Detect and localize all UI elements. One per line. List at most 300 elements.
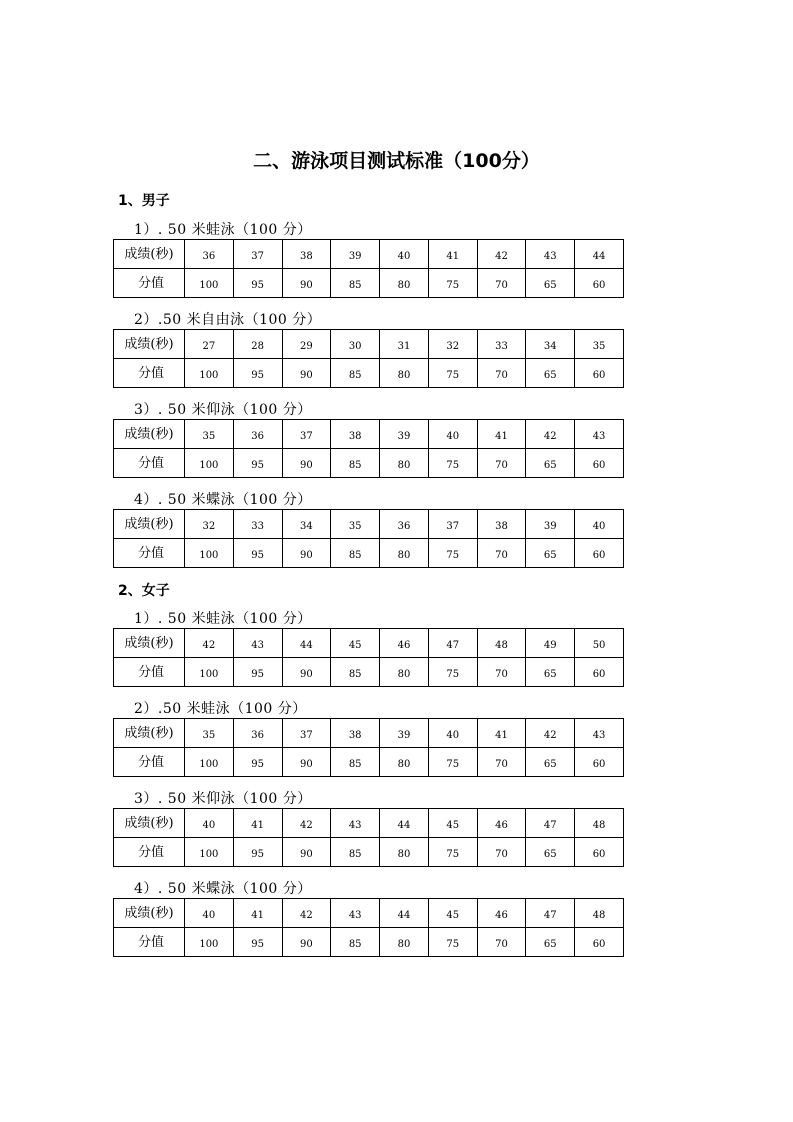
score-value: 85 (348, 668, 362, 680)
time-cell (477, 809, 526, 838)
time-cell (428, 809, 477, 838)
time-cell (428, 629, 477, 658)
score-row (114, 539, 624, 568)
time-value: 40 (397, 250, 411, 262)
time-value: 32 (202, 520, 216, 532)
time-cell (282, 899, 331, 928)
score-row (114, 359, 624, 388)
time-cell (477, 899, 526, 928)
score-cell (575, 359, 624, 388)
score-cell (331, 449, 380, 478)
time-cell (477, 719, 526, 748)
score-value: 65 (543, 549, 557, 561)
time-value: 50 (592, 639, 606, 651)
score-value: 65 (543, 369, 557, 381)
time-value: 37 (446, 520, 460, 532)
time-cell (233, 719, 282, 748)
time-value: 32 (446, 340, 460, 352)
time-cell (575, 809, 624, 838)
score-cell (477, 449, 526, 478)
score-cell (185, 658, 234, 687)
time-cell (380, 240, 429, 269)
score-cell (233, 269, 282, 298)
time-cell (575, 719, 624, 748)
score-value: 85 (348, 758, 362, 770)
time-value: 41 (446, 250, 460, 262)
score-value: 70 (495, 369, 508, 381)
score-cell (233, 838, 282, 867)
score-value: 80 (397, 758, 411, 770)
time-cell (282, 330, 331, 359)
time-cell (185, 420, 234, 449)
score-value: 70 (495, 758, 508, 770)
time-value: 46 (495, 909, 508, 921)
score-row (114, 838, 624, 867)
time-cell (282, 240, 331, 269)
score-cell (526, 658, 575, 687)
time-value: 39 (348, 250, 362, 262)
score-cell (233, 748, 282, 777)
score-cell (477, 928, 526, 957)
time-value: 36 (251, 729, 265, 741)
time-cell (233, 240, 282, 269)
score-cell (331, 658, 380, 687)
score-value: 70 (495, 279, 508, 291)
score-value: 95 (251, 459, 265, 471)
score-cell (428, 359, 477, 388)
score-cell (477, 359, 526, 388)
score-table (113, 419, 624, 478)
time-cell (282, 809, 331, 838)
score-value: 70 (495, 459, 508, 471)
time-cell (380, 809, 429, 838)
score-cell (282, 359, 331, 388)
time-value: 44 (300, 639, 313, 651)
time-cell (233, 629, 282, 658)
score-value: 90 (300, 279, 313, 291)
score-value: 95 (251, 848, 265, 860)
table-caption: 3）. 50 米仰泳（100 分） (134, 791, 312, 807)
time-row-label (114, 240, 185, 269)
time-value: 39 (543, 520, 557, 532)
time-cell (233, 510, 282, 539)
time-cell (185, 240, 234, 269)
time-label-text: 成绩(秒) (124, 815, 174, 831)
time-cell (526, 719, 575, 748)
score-value: 70 (495, 668, 508, 680)
time-cell (428, 510, 477, 539)
score-cell (282, 748, 331, 777)
score-cell (331, 269, 380, 298)
score-cell (233, 658, 282, 687)
time-value: 42 (300, 819, 313, 831)
table-caption: 2）.50 米蛙泳（100 分） (134, 701, 307, 717)
score-value: 65 (543, 848, 557, 860)
time-cell (185, 899, 234, 928)
score-label-text: 分值 (137, 365, 164, 381)
table-caption: 3）. 50 米仰泳（100 分） (134, 402, 312, 418)
score-cell (477, 838, 526, 867)
score-label-text: 分值 (137, 934, 164, 950)
score-cell (575, 269, 624, 298)
score-cell (428, 748, 477, 777)
time-row (114, 420, 624, 449)
time-value: 33 (251, 520, 265, 532)
score-table (113, 898, 624, 957)
time-value: 34 (300, 520, 313, 532)
score-cell (331, 748, 380, 777)
score-cell (185, 748, 234, 777)
score-cell (185, 269, 234, 298)
time-value: 42 (543, 729, 557, 741)
time-value: 43 (543, 250, 557, 262)
time-cell (380, 330, 429, 359)
time-value: 30 (348, 340, 362, 352)
score-cell (233, 359, 282, 388)
time-cell (233, 420, 282, 449)
score-value: 80 (397, 369, 411, 381)
group-title: 2、女子 (118, 583, 170, 599)
score-cell (185, 838, 234, 867)
time-cell (428, 240, 477, 269)
time-row (114, 510, 624, 539)
score-label-text: 分值 (137, 664, 164, 680)
time-value: 44 (397, 819, 411, 831)
score-value: 80 (397, 668, 411, 680)
score-value: 100 (199, 279, 219, 291)
score-cell (380, 269, 429, 298)
score-value: 95 (251, 279, 265, 291)
time-value: 48 (495, 639, 508, 651)
time-value: 40 (202, 819, 216, 831)
time-cell (331, 510, 380, 539)
time-cell (331, 420, 380, 449)
score-cell (526, 269, 575, 298)
score-cell (428, 838, 477, 867)
score-value: 85 (348, 369, 362, 381)
score-table (113, 808, 624, 867)
table-caption: 4）. 50 米蝶泳（100 分） (134, 881, 312, 897)
score-table (113, 718, 624, 777)
score-value: 75 (446, 938, 460, 950)
score-value: 100 (199, 938, 219, 950)
score-cell (185, 928, 234, 957)
score-cell (575, 449, 624, 478)
score-cell (380, 539, 429, 568)
score-value: 70 (495, 848, 508, 860)
score-value: 100 (199, 848, 219, 860)
score-cell (331, 928, 380, 957)
score-value: 90 (300, 848, 313, 860)
table-caption: 2）.50 米自由泳（100 分） (134, 312, 322, 328)
time-value: 46 (495, 819, 508, 831)
score-value: 75 (446, 369, 460, 381)
score-value: 80 (397, 938, 411, 950)
score-value: 95 (251, 369, 265, 381)
time-cell (233, 809, 282, 838)
time-row (114, 629, 624, 658)
time-value: 37 (300, 729, 313, 741)
time-value: 42 (543, 430, 557, 442)
score-cell (331, 539, 380, 568)
time-cell (526, 420, 575, 449)
time-row-label (114, 809, 185, 838)
score-value: 70 (495, 938, 508, 950)
score-value: 75 (446, 279, 460, 291)
score-cell (526, 838, 575, 867)
time-row (114, 330, 624, 359)
table-caption: 4）. 50 米蝶泳（100 分） (134, 492, 312, 508)
score-row-label (114, 269, 185, 298)
score-cell (380, 928, 429, 957)
score-cell (233, 928, 282, 957)
time-row-label (114, 629, 185, 658)
score-value: 100 (199, 668, 219, 680)
time-value: 27 (202, 340, 216, 352)
score-value: 100 (199, 758, 219, 770)
time-value: 35 (592, 340, 606, 352)
score-cell (526, 449, 575, 478)
time-cell (282, 629, 331, 658)
time-value: 37 (251, 250, 265, 262)
time-label-text: 成绩(秒) (124, 426, 174, 442)
score-cell (282, 658, 331, 687)
score-cell (185, 359, 234, 388)
time-value: 38 (348, 430, 362, 442)
time-cell (380, 899, 429, 928)
score-cell (428, 539, 477, 568)
time-value: 41 (251, 909, 265, 921)
time-value: 28 (251, 340, 265, 352)
score-value: 80 (397, 848, 411, 860)
time-cell (575, 240, 624, 269)
time-cell (331, 899, 380, 928)
score-row-label (114, 928, 185, 957)
score-cell (575, 838, 624, 867)
score-row (114, 658, 624, 687)
time-value: 42 (202, 639, 216, 651)
score-cell (282, 928, 331, 957)
score-value: 65 (543, 938, 557, 950)
time-label-text: 成绩(秒) (124, 905, 174, 921)
score-cell (380, 748, 429, 777)
score-cell (185, 539, 234, 568)
time-label-text: 成绩(秒) (124, 336, 174, 352)
score-row-label (114, 658, 185, 687)
score-cell (477, 748, 526, 777)
score-cell (428, 269, 477, 298)
score-cell (526, 539, 575, 568)
score-value: 60 (592, 758, 606, 770)
score-cell (526, 359, 575, 388)
time-value: 40 (446, 430, 460, 442)
time-value: 48 (592, 909, 606, 921)
time-cell (185, 809, 234, 838)
score-row (114, 748, 624, 777)
time-cell (526, 809, 575, 838)
score-label-text: 分值 (137, 455, 164, 471)
time-value: 41 (495, 430, 508, 442)
score-cell (428, 449, 477, 478)
time-value: 44 (397, 909, 411, 921)
time-value: 31 (397, 340, 411, 352)
time-value: 43 (348, 909, 362, 921)
time-cell (331, 240, 380, 269)
time-value: 45 (446, 909, 460, 921)
score-value: 75 (446, 848, 460, 860)
score-value: 65 (543, 279, 557, 291)
time-cell (477, 240, 526, 269)
score-row (114, 928, 624, 957)
time-value: 43 (592, 729, 606, 741)
time-value: 48 (592, 819, 606, 831)
time-value: 35 (202, 430, 216, 442)
time-label-text: 成绩(秒) (124, 246, 174, 262)
score-value: 60 (592, 549, 606, 561)
table-caption: 1）. 50 米蛙泳（100 分） (134, 222, 312, 238)
time-cell (428, 420, 477, 449)
score-value: 65 (543, 758, 557, 770)
time-value: 35 (202, 729, 216, 741)
score-value: 65 (543, 459, 557, 471)
score-value: 60 (592, 668, 606, 680)
time-cell (185, 330, 234, 359)
time-cell (477, 510, 526, 539)
score-value: 90 (300, 369, 313, 381)
score-value: 75 (446, 459, 460, 471)
time-value: 41 (251, 819, 265, 831)
score-cell (477, 539, 526, 568)
score-value: 85 (348, 549, 362, 561)
time-value: 29 (300, 340, 313, 352)
score-value: 70 (495, 549, 508, 561)
score-value: 60 (592, 279, 606, 291)
time-label-text: 成绩(秒) (124, 516, 174, 532)
score-row (114, 449, 624, 478)
time-value: 33 (495, 340, 508, 352)
time-cell (282, 420, 331, 449)
time-cell (575, 510, 624, 539)
time-cell (477, 629, 526, 658)
time-value: 37 (300, 430, 313, 442)
score-cell (331, 838, 380, 867)
time-cell (380, 510, 429, 539)
score-value: 100 (199, 369, 219, 381)
time-value: 45 (348, 639, 362, 651)
time-value: 47 (446, 639, 460, 651)
time-cell (233, 899, 282, 928)
time-value: 44 (592, 250, 606, 262)
score-value: 60 (592, 369, 606, 381)
time-cell (526, 629, 575, 658)
score-value: 95 (251, 549, 265, 561)
time-row-label (114, 330, 185, 359)
score-label-text: 分值 (137, 844, 164, 860)
time-cell (526, 899, 575, 928)
time-cell (282, 510, 331, 539)
time-value: 45 (446, 819, 460, 831)
time-value: 42 (300, 909, 313, 921)
score-cell (233, 539, 282, 568)
score-value: 75 (446, 668, 460, 680)
time-value: 40 (202, 909, 216, 921)
score-cell (526, 748, 575, 777)
score-value: 60 (592, 459, 606, 471)
time-cell (526, 510, 575, 539)
time-value: 43 (251, 639, 265, 651)
time-row-label (114, 420, 185, 449)
score-cell (282, 838, 331, 867)
score-value: 85 (348, 938, 362, 950)
time-cell (185, 629, 234, 658)
score-row-label (114, 539, 185, 568)
score-value: 80 (397, 549, 411, 561)
score-value: 85 (348, 279, 362, 291)
score-value: 100 (199, 549, 219, 561)
time-value: 36 (397, 520, 411, 532)
score-cell (575, 928, 624, 957)
time-value: 42 (495, 250, 508, 262)
time-cell (380, 629, 429, 658)
time-row (114, 899, 624, 928)
score-value: 65 (543, 668, 557, 680)
time-row-label (114, 719, 185, 748)
score-row (114, 269, 624, 298)
time-value: 40 (592, 520, 606, 532)
time-value: 46 (397, 639, 411, 651)
score-table (113, 239, 624, 298)
score-cell (380, 838, 429, 867)
time-row-label (114, 899, 185, 928)
time-value: 38 (495, 520, 508, 532)
table-caption: 1）. 50 米蛙泳（100 分） (134, 611, 312, 627)
score-cell (185, 449, 234, 478)
score-value: 95 (251, 938, 265, 950)
time-row (114, 719, 624, 748)
time-row (114, 809, 624, 838)
score-label-text: 分值 (137, 545, 164, 561)
score-cell (575, 748, 624, 777)
time-cell (575, 629, 624, 658)
score-value: 85 (348, 848, 362, 860)
score-value: 75 (446, 758, 460, 770)
time-cell (575, 330, 624, 359)
time-value: 36 (251, 430, 265, 442)
score-cell (282, 539, 331, 568)
page-title: 二、游泳项目测试标准（100分） (253, 150, 540, 172)
score-cell (282, 269, 331, 298)
score-value: 95 (251, 668, 265, 680)
score-cell (380, 658, 429, 687)
time-value: 47 (543, 909, 557, 921)
time-value: 47 (543, 819, 557, 831)
score-cell (477, 658, 526, 687)
time-label-text: 成绩(秒) (124, 725, 174, 741)
time-value: 38 (300, 250, 313, 262)
score-value: 60 (592, 938, 606, 950)
time-value: 43 (592, 430, 606, 442)
score-value: 90 (300, 938, 313, 950)
time-cell (185, 719, 234, 748)
score-row-label (114, 748, 185, 777)
time-value: 34 (543, 340, 557, 352)
score-cell (282, 449, 331, 478)
score-cell (380, 359, 429, 388)
time-value: 43 (348, 819, 362, 831)
time-value: 39 (397, 729, 411, 741)
time-cell (282, 719, 331, 748)
score-cell (575, 658, 624, 687)
